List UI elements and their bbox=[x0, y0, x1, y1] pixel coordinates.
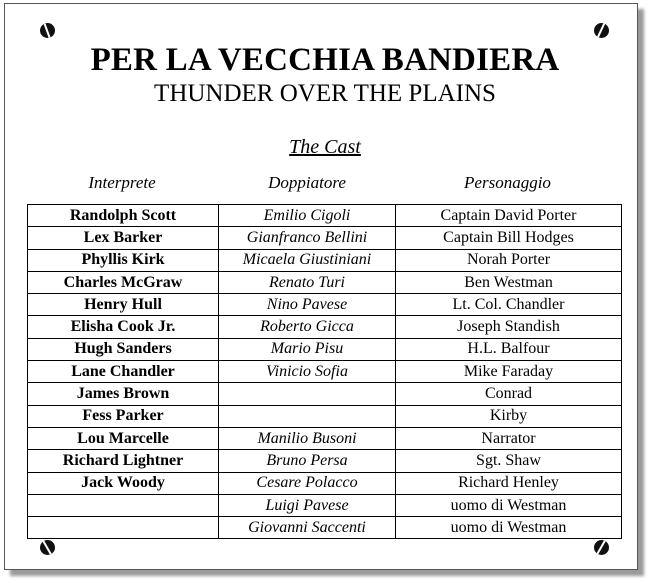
actor-cell: Lex Barker bbox=[28, 227, 219, 249]
screw-icon bbox=[40, 540, 55, 555]
column-header-interprete: Interprete bbox=[88, 173, 156, 192]
table-row bbox=[28, 450, 622, 472]
actor-cell: Richard Lightner bbox=[28, 450, 219, 472]
table-row bbox=[28, 427, 622, 449]
actor-cell: Lane Chandler bbox=[28, 361, 219, 383]
cast-heading: The Cast bbox=[289, 136, 361, 158]
dubber-cell: Micaela Giustiniani bbox=[219, 249, 396, 271]
dubber-cell: Bruno Persa bbox=[219, 450, 396, 472]
page-title: PER LA VECCHIA BANDIERA bbox=[90, 42, 560, 78]
actor-cell bbox=[28, 494, 219, 516]
dubber-cell bbox=[219, 383, 396, 405]
screw-icon bbox=[40, 23, 55, 38]
character-cell: Ben Westman bbox=[396, 271, 622, 293]
character-cell: Norah Porter bbox=[396, 249, 622, 271]
dubber-cell: Manilio Busoni bbox=[219, 427, 396, 449]
dubber-cell: Gianfranco Bellini bbox=[219, 227, 396, 249]
table-row bbox=[28, 205, 622, 227]
dubber-cell: Vinicio Sofia bbox=[219, 361, 396, 383]
character-cell: Sgt. Shaw bbox=[396, 450, 622, 472]
column-header-doppiatore: Doppiatore bbox=[268, 173, 346, 192]
screw-icon bbox=[594, 23, 609, 38]
table-row bbox=[28, 316, 622, 338]
dubber-cell: Renato Turi bbox=[219, 271, 396, 293]
actor-cell: Hugh Sanders bbox=[28, 338, 219, 360]
character-cell: Mike Faraday bbox=[396, 361, 622, 383]
dubber-cell: Giovanni Saccenti bbox=[219, 517, 396, 539]
table-row bbox=[28, 472, 622, 494]
actor-cell: Jack Woody bbox=[28, 472, 219, 494]
character-cell: Captain David Porter bbox=[396, 205, 622, 227]
character-cell: Kirby bbox=[396, 405, 622, 427]
dubber-cell: Roberto Gicca bbox=[219, 316, 396, 338]
dubber-cell: Cesare Polacco bbox=[219, 472, 396, 494]
actor-cell bbox=[28, 517, 219, 539]
table-row bbox=[28, 517, 622, 539]
actor-cell: Charles McGraw bbox=[28, 271, 219, 293]
dubber-cell: Emilio Cigoli bbox=[219, 205, 396, 227]
actor-cell: Henry Hull bbox=[28, 294, 219, 316]
cast-table bbox=[27, 204, 622, 539]
character-cell: Conrad bbox=[396, 383, 622, 405]
table-row bbox=[28, 383, 622, 405]
table-row bbox=[28, 361, 622, 383]
table-row bbox=[28, 249, 622, 271]
character-cell: Richard Henley bbox=[396, 472, 622, 494]
table-row bbox=[28, 271, 622, 293]
actor-cell: James Brown bbox=[28, 383, 219, 405]
table-row bbox=[28, 294, 622, 316]
actor-cell: Phyllis Kirk bbox=[28, 249, 219, 271]
table-row bbox=[28, 227, 622, 249]
cast-plaque bbox=[4, 3, 638, 570]
dubber-cell: Mario Pisu bbox=[219, 338, 396, 360]
actor-cell: Randolph Scott bbox=[28, 205, 219, 227]
dubber-cell bbox=[219, 405, 396, 427]
character-cell: Lt. Col. Chandler bbox=[396, 294, 622, 316]
actor-cell: Elisha Cook Jr. bbox=[28, 316, 219, 338]
actor-cell: Fess Parker bbox=[28, 405, 219, 427]
character-cell: uomo di Westman bbox=[396, 494, 622, 516]
character-cell: Captain Bill Hodges bbox=[396, 227, 622, 249]
table-row bbox=[28, 494, 622, 516]
character-cell: uomo di Westman bbox=[396, 517, 622, 539]
actor-cell: Lou Marcelle bbox=[28, 427, 219, 449]
screw-icon bbox=[594, 540, 609, 555]
column-header-personaggio: Personaggio bbox=[464, 173, 551, 192]
table-row bbox=[28, 405, 622, 427]
page-subtitle: THUNDER OVER THE PLAINS bbox=[154, 80, 496, 107]
character-cell: H.L. Balfour bbox=[396, 338, 622, 360]
dubber-cell: Nino Pavese bbox=[219, 294, 396, 316]
character-cell: Narrator bbox=[396, 427, 622, 449]
table-row bbox=[28, 338, 622, 360]
dubber-cell: Luigi Pavese bbox=[219, 494, 396, 516]
character-cell: Joseph Standish bbox=[396, 316, 622, 338]
